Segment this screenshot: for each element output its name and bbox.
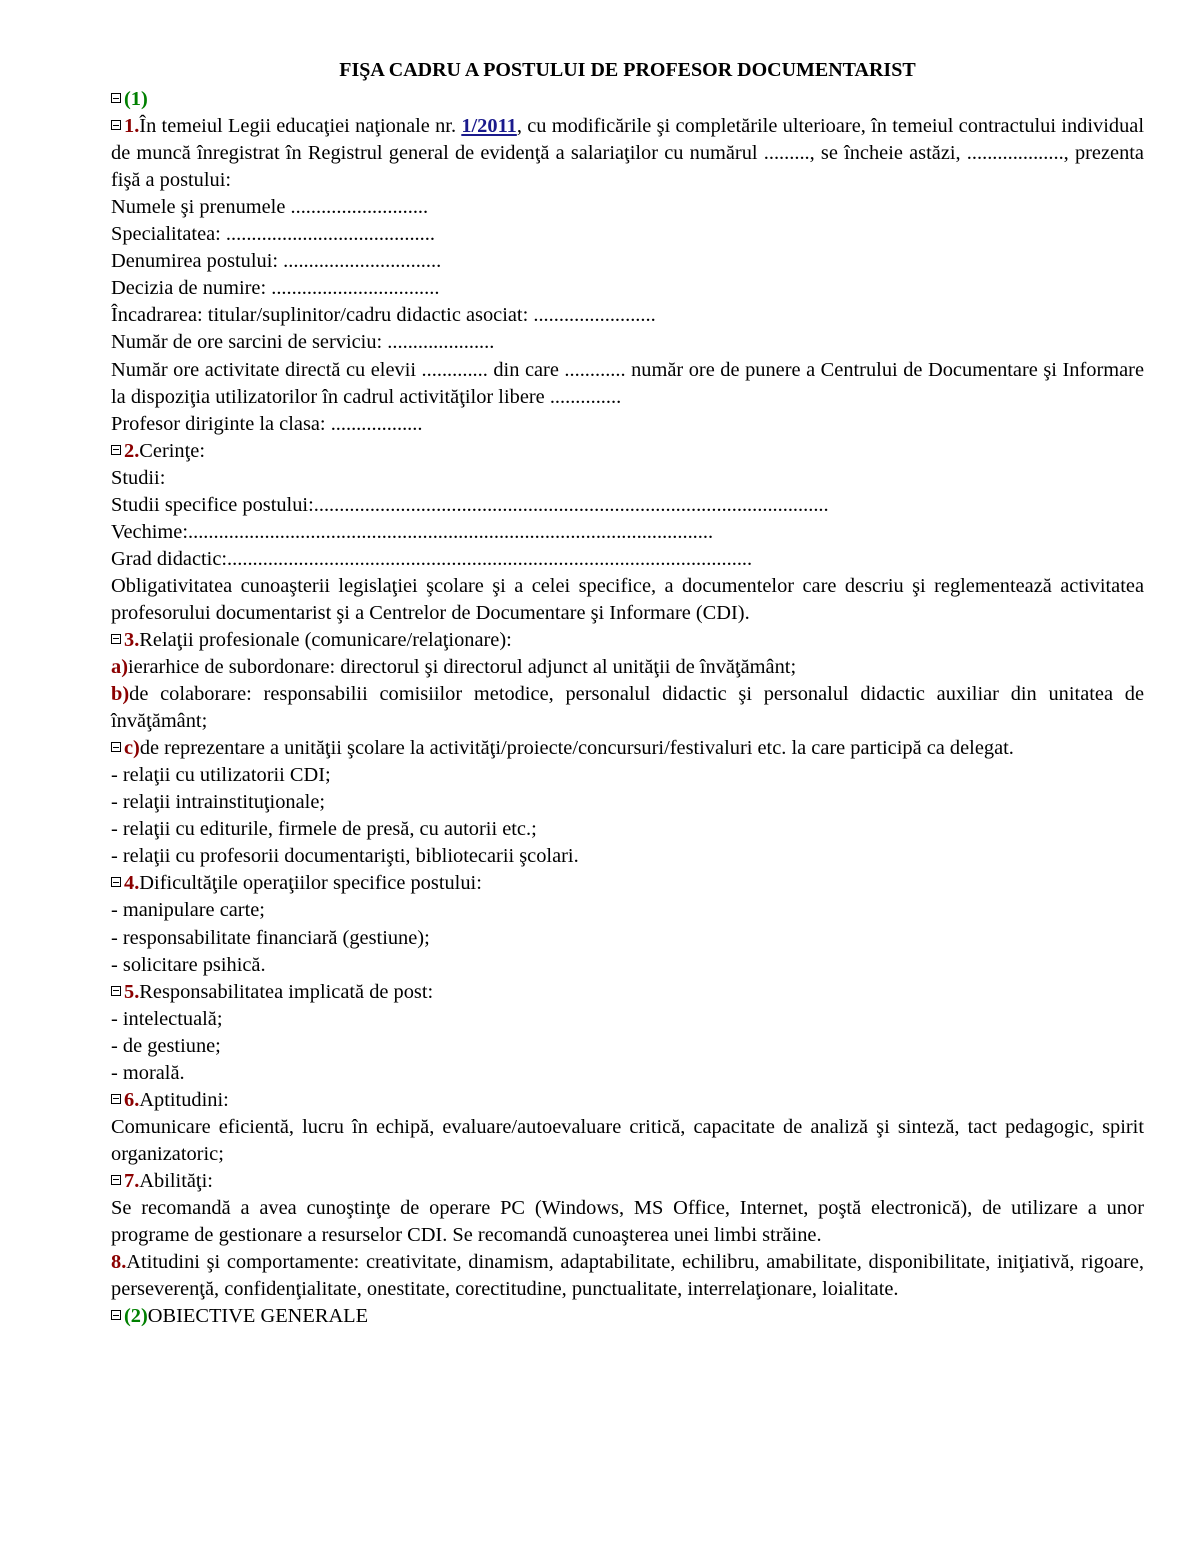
collapse-minus-box-icon[interactable] bbox=[111, 742, 121, 752]
field-line: Număr de ore sarcini de serviciu: ..................... bbox=[111, 331, 495, 354]
field-line: Specialitatea: ......................................... bbox=[111, 223, 435, 246]
paragraph-number: 8. bbox=[111, 1251, 127, 1274]
letter-text: ierarhice de subordonare: directorul şi directorul adjunct al unităţii de învăţământ; bbox=[128, 656, 797, 679]
paragraph-7-heading bbox=[111, 1168, 1144, 1195]
collapse-minus-box-icon[interactable] bbox=[111, 877, 121, 887]
collapse-minus-box-icon[interactable] bbox=[111, 1310, 121, 1320]
letter-item-a bbox=[111, 654, 1144, 681]
paragraph-number: 7. bbox=[124, 1169, 140, 1192]
section-number: (2) bbox=[124, 1305, 148, 1328]
paragraph-title: Abilităţi: bbox=[139, 1169, 213, 1192]
paragraph-number: 3. bbox=[124, 628, 140, 651]
paragraph-number: 2. bbox=[124, 439, 140, 462]
letter-text: de colaborare: responsabilii comisiilor metodice, personalul didactic şi personalul didactic auxiliar din unitatea de învăţământ; bbox=[111, 683, 1144, 733]
obligativitate-paragraph: Obligativitatea cunoaşterii legislaţiei şcolare şi a celei specifice, a documentelor care descriu şi reglementează activitatea profesorului documentarist şi a Centrelor de Documentare şi Informare (CDI). bbox=[111, 574, 1144, 624]
list-item: - relaţii cu editurile, firmele de presă, cu autorii etc.; bbox=[111, 818, 537, 841]
law-link[interactable]: 1/2011 bbox=[461, 115, 517, 138]
section-1-heading bbox=[111, 86, 1144, 113]
collapse-minus-box-icon[interactable] bbox=[111, 986, 121, 996]
section-title: OBIECTIVE GENERALE bbox=[147, 1305, 369, 1328]
paragraph-title: Aptitudini: bbox=[139, 1088, 229, 1111]
paragraph-number: 5. bbox=[124, 980, 140, 1003]
field-line: Grad didactic:....................................................................................................... bbox=[111, 547, 753, 570]
paragraph-title: Relaţii profesionale (comunicare/relaţionare): bbox=[139, 628, 512, 651]
paragraph-title: Responsabilitatea implicată de post: bbox=[139, 980, 434, 1003]
letter-number: c) bbox=[124, 737, 140, 760]
list-item: - relaţii cu utilizatorii CDI; bbox=[111, 764, 331, 787]
paragraph-2-heading bbox=[111, 438, 1144, 465]
paragraph-4-heading bbox=[111, 870, 1144, 897]
paragraph-number: 6. bbox=[124, 1088, 140, 1111]
list-item: - intelectuală; bbox=[111, 1007, 223, 1030]
list-item: - de gestiune; bbox=[111, 1034, 221, 1057]
list-item: - morală. bbox=[111, 1061, 185, 1084]
letter-text: de reprezentare a unităţii şcolare la activităţi/proiecte/concursuri/festivaluri etc. la care participă ca delegat. bbox=[139, 737, 1014, 760]
list-item: - responsabilitate financiară (gestiune); bbox=[111, 926, 430, 949]
letter-item-b bbox=[111, 681, 1144, 735]
paragraph-text: În temeiul Legii educaţiei naţionale nr. bbox=[139, 115, 462, 138]
collapse-minus-box-icon[interactable] bbox=[111, 445, 121, 455]
field-line: Încadrarea: titular/suplinitor/cadru didactic asociat: ........................ bbox=[111, 304, 656, 327]
list-item: - relaţii intrainstituţionale; bbox=[111, 791, 326, 814]
paragraph-8 bbox=[111, 1249, 1144, 1303]
abilitati-paragraph: Se recomandă a avea cunoştinţe de operare PC (Windows, MS Office, Internet, poştă electronică), de utilizare a unor programe de gestionare a resurselor CDI. Se recomandă cunoaşterea unei limbi străine. bbox=[111, 1196, 1144, 1247]
field-line: Decizia de numire: ................................. bbox=[111, 277, 440, 300]
section-2-heading bbox=[111, 1303, 1144, 1330]
field-line: Profesor diriginte la clasa: .................. bbox=[111, 412, 423, 435]
document-title: FIŞA CADRU A POSTULUI DE PROFESOR DOCUMENTARIST bbox=[339, 59, 916, 81]
list-item: - relaţii cu profesorii documentarişti, bibliotecarii şcolari. bbox=[111, 845, 579, 868]
paragraph-title: Cerinţe: bbox=[139, 439, 205, 462]
field-line: Numele şi prenumele ........................... bbox=[111, 196, 429, 219]
letter-number: b) bbox=[111, 683, 130, 706]
paragraph-5-heading bbox=[111, 979, 1144, 1006]
collapse-minus-box-icon[interactable] bbox=[111, 1094, 121, 1104]
paragraph-text: , cu modificările şi completările ulterioare, în temeiul contractului individual de muncă înregistrat în Registrul general de evidenţă a salariaţilor cu numărul ........., se încheie astăzi, ..................., prezenta fişă a postului: bbox=[111, 115, 1144, 192]
letter-number: a) bbox=[111, 656, 128, 679]
field-line: Studii specifice postului:..................................................................................................... bbox=[111, 493, 829, 516]
collapse-minus-box-icon[interactable] bbox=[111, 634, 121, 644]
collapse-minus-box-icon[interactable] bbox=[111, 93, 121, 103]
section-number: (1) bbox=[124, 88, 148, 111]
aptitudini-paragraph: Comunicare eficientă, lucru în echipă, evaluare/autoevaluare critică, capacitate de analiză şi sinteză, tact pedagogic, spirit organizatoric; bbox=[111, 1115, 1144, 1165]
field-line: Denumirea postului: ............................... bbox=[111, 250, 442, 273]
paragraph-number: 1. bbox=[124, 115, 140, 138]
paragraph-text: Atitudini şi comportamente: creativitate, dinamism, adaptabilitate, echilibru, amabilitate, disponibilitate, iniţiativă, rigoare, perseverenţă, confidenţialitate, onestitate, corectitudine, punctualitate, interrelaţionare, loialitate. bbox=[111, 1251, 1144, 1301]
collapse-minus-box-icon[interactable] bbox=[111, 120, 121, 130]
letter-item-c bbox=[111, 735, 1144, 762]
list-item: - manipulare carte; bbox=[111, 899, 265, 922]
ore-paragraph: Număr ore activitate directă cu elevii ............. din care ............ număr ore de punere a Centrului de Documentare şi Informare la dispoziţia utilizatorilor în cadrul activităţilor libere .............. bbox=[111, 358, 1144, 408]
paragraph-title: Dificultăţile operaţiilor specifice postului: bbox=[139, 872, 482, 895]
paragraph-1 bbox=[111, 113, 1144, 194]
paragraph-3-heading bbox=[111, 627, 1144, 654]
field-line: Studii: bbox=[111, 466, 166, 489]
paragraph-number: 4. bbox=[124, 872, 140, 895]
field-line: Vechime:....................................................................................................... bbox=[111, 520, 714, 543]
paragraph-6-heading bbox=[111, 1087, 1144, 1114]
collapse-minus-box-icon[interactable] bbox=[111, 1175, 121, 1185]
list-item: - solicitare psihică. bbox=[111, 953, 266, 976]
